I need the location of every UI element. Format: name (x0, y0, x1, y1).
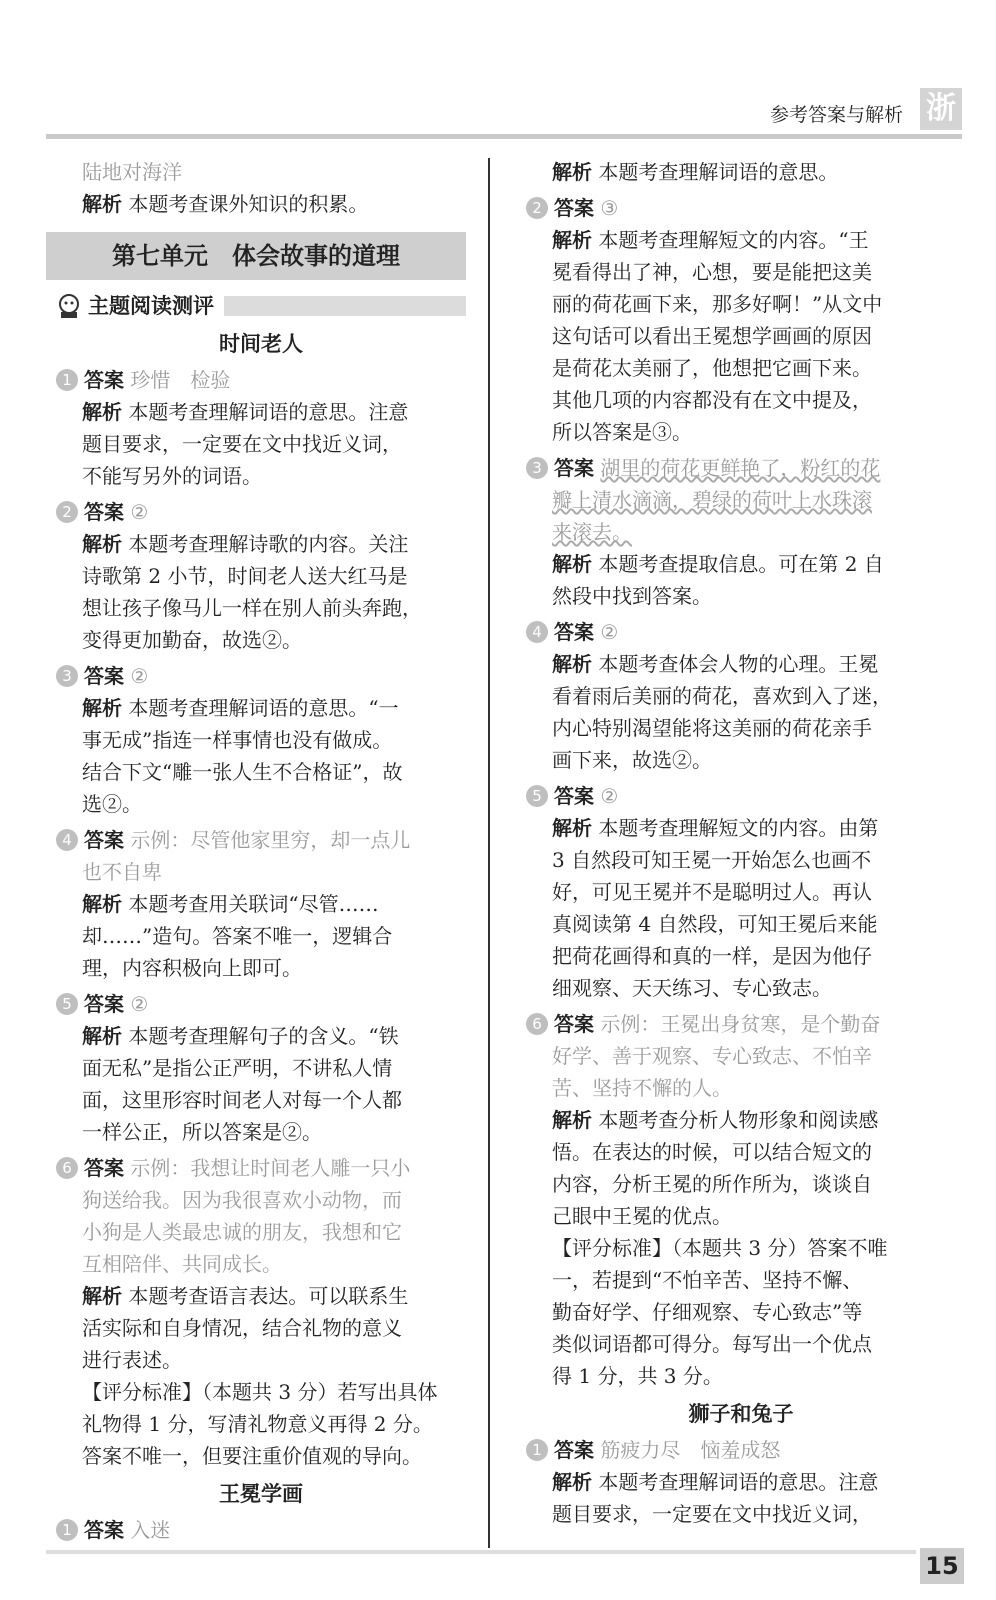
question-5: 5 答案 ② 解析 本题考查理解句子的含义。“铁 面无私”是指公正严明，不讲私人情 面，这里形容时间老人对每一个人都 一样公正，所以答案是②。 (56, 988, 466, 1148)
question-6-right: 6 答案 示例：王冕出身贫寒，是个勤奋 好学、善于观察、专心致志、不怕辛 苦、坚持不懈的人。 解析 本题考查分析人物形象和阅读感 悟。在表达的时候，可以结合短文的 内容，分析王冕的所作所为，谈谈自 己眼中王冕的优点。 【评分标准】（本题共 3 分）答案不唯 一，若提到“不怕辛苦、坚持不懈、 勤奋好学、仔细观察、专心致志”等 类似词语都可得分。每写出一个优点 得 1 分，共 3 分。 (526, 1008, 956, 1392)
question-3: 3 答案 ② 解析 本题考查理解词语的意思。“一 事无成”指连一样事情也没有做成。 结合下文“雕一张人生不合格证”，故 选②。 (56, 660, 466, 820)
header-rule (46, 134, 962, 139)
reader-face-icon (56, 293, 82, 319)
score-criteria: 【评分标准】（本题共 3 分）若写出具体 (82, 1380, 438, 1404)
unit-banner: 第七单元 体会故事的道理 (46, 232, 466, 280)
answer-text: 珍惜 检验 (130, 368, 231, 392)
score-criteria-right: 【评分标准】（本题共 3 分）答案不唯 (552, 1236, 888, 1260)
question-number: 1 (56, 369, 78, 391)
question-2-right: 2 答案 ③ 解析 本题考查理解短文的内容。“王 冕看得出了神，心想，要是能把这美 丽的荷花画下来，那多好啊！”从文中 这句话可以看出王冕想学画画的原因 是荷花太美丽了，他想把它画下来。 其他几项的内容都没有在文中提及， 所以答案是③。 (526, 192, 956, 448)
analysis-label: 解析 (82, 192, 122, 216)
question-1: 1 答案 珍惜 检验 解析 本题考查理解词语的意思。注意 题目要求，一定要在文中找近义词， 不能写另外的词语。 (56, 364, 466, 492)
header-title: 参考答案与解析 (770, 104, 904, 126)
question-6: 6 答案 示例：我想让时间老人雕一只小 狗送给我。因为我很喜欢小动物，而 小狗是人类最忠诚的朋友，我想和它 互相陪伴、共同成长。 解析 本题考查语言表达。可以联系生 活实际和自身情况，结合礼物的意义 进行表述。 【评分标准】（本题共 3 分）若写出具体 礼物得 1 分，写清礼物意义再得 2 分。 答案不唯一，但要注重价值观的导向。 (56, 1152, 466, 1472)
story-title-3: 狮子和兔子 (688, 1402, 794, 1426)
question-5-right: 5 答案 ② 解析 本题考查理解短文的内容。由第 3 自然段可知王冕一开始怎么也画不 好，可见王冕并不是聪明过人。再认 真阅读第 4 自然段，可知王冕后来能 把荷花画得和真的一样，是因为他仔 细观察、天天练习、专心致志。 (526, 780, 956, 1004)
intro-analysis: 解析 本题考查课外知识的积累。 (82, 192, 369, 216)
story-title: 时间老人 (219, 332, 303, 356)
intro-answer: 陆地对海洋 (82, 160, 182, 184)
right-column: 解析 本题考查理解词语的意思。 2 答案 ③ 解析 本题考查理解短文的内容。“王 冕看得出了神，心想，要是能把这美 丽的荷花画下来，那多好啊！”从文中 这句话可以看出王冕想学画画的原因 是荷花太美丽了，他想把它画下来。 其他几项的内容都没有在文中提及， 所以答案是③。 3 答案 湖里的荷花更鲜艳了，粉红的花 瓣上清水滴滴，碧绿的荷叶上水珠滚 来滚去。 解析 本题考查提取信息。可在第 2 自 然段中找到答案。 4 答案 ② 解析 本题考查体会人物的心理。王冕 看着雨后美丽的荷花，喜欢到入了迷， 内心特别渴望能将这美丽的荷花亲手 画下来，故选②。 5 答案 ② 解析 本题考查理解短文的内容。由第 3 自然段可知王冕一开始怎么也画不 好，可见王冕并不是聪明过人。再认 真阅读第 4 自然段，可知王冕后来能 把荷花画得和真的一样，是因为他仔 细观察、天天练习、专心致志。 6 答案 示例：王冕出身贫寒，是个勤奋 好学、善于观察、专心致志、不怕辛 苦、坚持不懈的人。 解析 本题考查分析人物形象和阅读感 悟。在表达的时候，可以结合短文的 内容，分析王冕的所作所为，谈谈自 己眼中王冕的优点。 【评分标准】（本题共 3 分）答案不唯 一，若提到“不怕辛苦、坚持不懈、 勤奋好学、仔细观察、专心致志”等 类似词语都可得分。每写出一个优点 得 1 分，共 3 分。 狮子和兔子 1 答案 筋疲力尽 恼羞成怒 解析 本题考查理解词语的意思。注意 题目要求，一定要在文中找近义词， (526, 156, 956, 1530)
page-number: 15 (920, 1548, 964, 1584)
left-column: 陆地对海洋 解析 本题考查课外知识的积累。 第七单元 体会故事的道理 主题阅读测评 时间老人 1 答案 珍惜 检验 解析 本题考查理解词语的意思。注意 题目要求，一定要在文中找近义词， 不能写另外的词语。 2 答案 ② 解析 本题考查理解诗歌的内容。关注 诗歌第 2 小节，时间老人送大红马是 想让孩子像马儿一样在别人前头奔跑， 变得更加勤奋，故选②。 3 答案 ② 解析 本题考查理解词语的意思。“一 事无成”指连一样事情也没有做成。 结合下文“雕一张人生不合格证”，故 选②。 4 答案 示例：尽管他家里穷，却一点儿 也不自卑 解析 本题考查用关联词“尽管…… 却……”造句。答案不唯一，逻辑合 理，内容积极向上即可。 5 答案 ② 解析 本题考查理解句子的含义。“铁 面无私”是指公正严明，不讲私人情 面，这里形容时间老人对每一个人都 一样公正，所以答案是②。 6 答案 示例：我想让时间老人雕一只小 狗送给我。因为我很喜欢小动物，而 小狗是人类最忠诚的朋友，我想和它 互相陪伴、共同成长。 解析 本题考查语言表达。可以联系生 活实际和自身情况，结合礼物的意义 进行表述。 【评分标准】（本题共 3 分）若写出具体 礼物得 1 分，写清礼物意义再得 2 分。 答案不唯一，但要注重价值观的导向。 王冕学画 1 答案 入迷 (56, 156, 466, 1546)
subject-tag: 浙 (920, 88, 962, 130)
section-heading-bar (224, 296, 466, 316)
footer-rule (46, 1550, 916, 1554)
section-heading: 主题阅读测评 (56, 290, 466, 322)
column-divider (488, 158, 490, 1548)
story-title-2: 王冕学画 (219, 1482, 303, 1506)
question-4-right: 4 答案 ② 解析 本题考查体会人物的心理。王冕 看着雨后美丽的荷花，喜欢到入了迷， 内心特别渴望能将这美丽的荷花亲手 画下来，故选②。 (526, 616, 956, 776)
question-2: 2 答案 ② 解析 本题考查理解诗歌的内容。关注 诗歌第 2 小节，时间老人送大红马是 想让孩子像马儿一样在别人前头奔跑， 变得更加勤奋，故选②。 (56, 496, 466, 656)
question-4: 4 答案 示例：尽管他家里穷，却一点儿 也不自卑 解析 本题考查用关联词“尽管…… 却……”造句。答案不唯一，逻辑合 理，内容积极向上即可。 (56, 824, 466, 984)
question-3-right: 3 答案 湖里的荷花更鲜艳了，粉红的花 瓣上清水滴滴，碧绿的荷叶上水珠滚 来滚去。 解析 本题考查提取信息。可在第 2 自 然段中找到答案。 (526, 452, 956, 612)
